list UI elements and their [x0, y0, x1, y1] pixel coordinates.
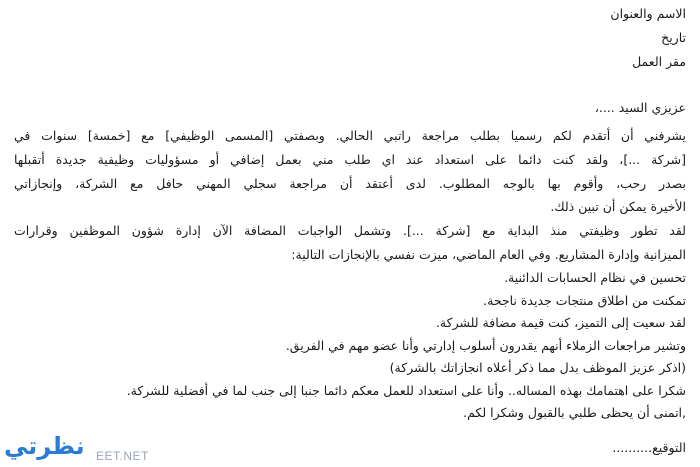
sender-name-address: الاسم والعنوان — [610, 6, 686, 21]
instruction-note: (اذكر عزيز الموظف بدل مما ذكر أعلاه انجازاتك بالشركة) — [389, 360, 686, 375]
salutation: عزيزي السيد ....، — [594, 100, 686, 115]
achievement-1: تحسين في نظام الحسابات الدائنية. — [504, 270, 686, 285]
watermark-logo: نظرتي — [4, 432, 85, 460]
watermark — [0, 425, 180, 467]
signature-line: التوقيع.......... — [612, 440, 686, 455]
closing-line-2: ,اتمنى أن يحظى طلبي بالقبول وشكرا لكم. — [463, 405, 686, 420]
paragraph-1-line-3: بصدر رحب، وأقوم بها بالوجه المطلوب. لدى أعتقد أن مراجعة سجلي المهني حافل مع الشركة، وإنجازاتي — [14, 176, 686, 191]
watermark-url: EET.NET — [96, 449, 149, 463]
paragraph-1-line-4: الأخيرة يمكن أن تبين ذلك. — [550, 199, 686, 214]
closing-line-1: شكرا على اهتمامك بهذه المساله.. وأنا على استعداد للعمل معكم دائما جنبا إلى جنب لما في أفضلية للشركة. — [126, 383, 686, 398]
achievement-3: لقد سعيت إلى التميز، كنت قيمة مضافة للشركة. — [435, 315, 686, 330]
paragraph-1-line-1: يشرفني أن أتقدم لكم رسميا بطلب مراجعة راتبي الحالي. وبصفتي [المسمى الوظيفي] مع [خمسة] سنوات في — [14, 128, 686, 143]
paragraph-1-line-2: [شركة ...]، ولقد كنت دائما على استعداد عند اي طلب مني بعمل إضافي أو مسؤوليات وظيفية جديدة أتقبلها — [14, 152, 686, 167]
achievement-4: وتشير مراجعات الزملاء أنهم يقدرون أسلوب إدارتي وأنا عضو مهم في الفريق. — [285, 338, 686, 353]
achievement-2: تمكنت من اطلاق منتجات جديدة ناجحة. — [483, 293, 686, 308]
paragraph-2-line-2: الميزانية وإدارة المشاريع. وفي العام الماضي، ميزت نفسي بالإنجازات التالية: — [291, 247, 686, 262]
letter-date: تاريخ — [661, 30, 686, 45]
workplace: مقر العمل — [632, 54, 686, 69]
paragraph-2-line-1: لقد تطور وظيفتي منذ البداية مع [شركة ...]. وتشمل الواجبات المضافة الآن إدارة شؤون الموظفين وقرارات — [14, 223, 686, 238]
